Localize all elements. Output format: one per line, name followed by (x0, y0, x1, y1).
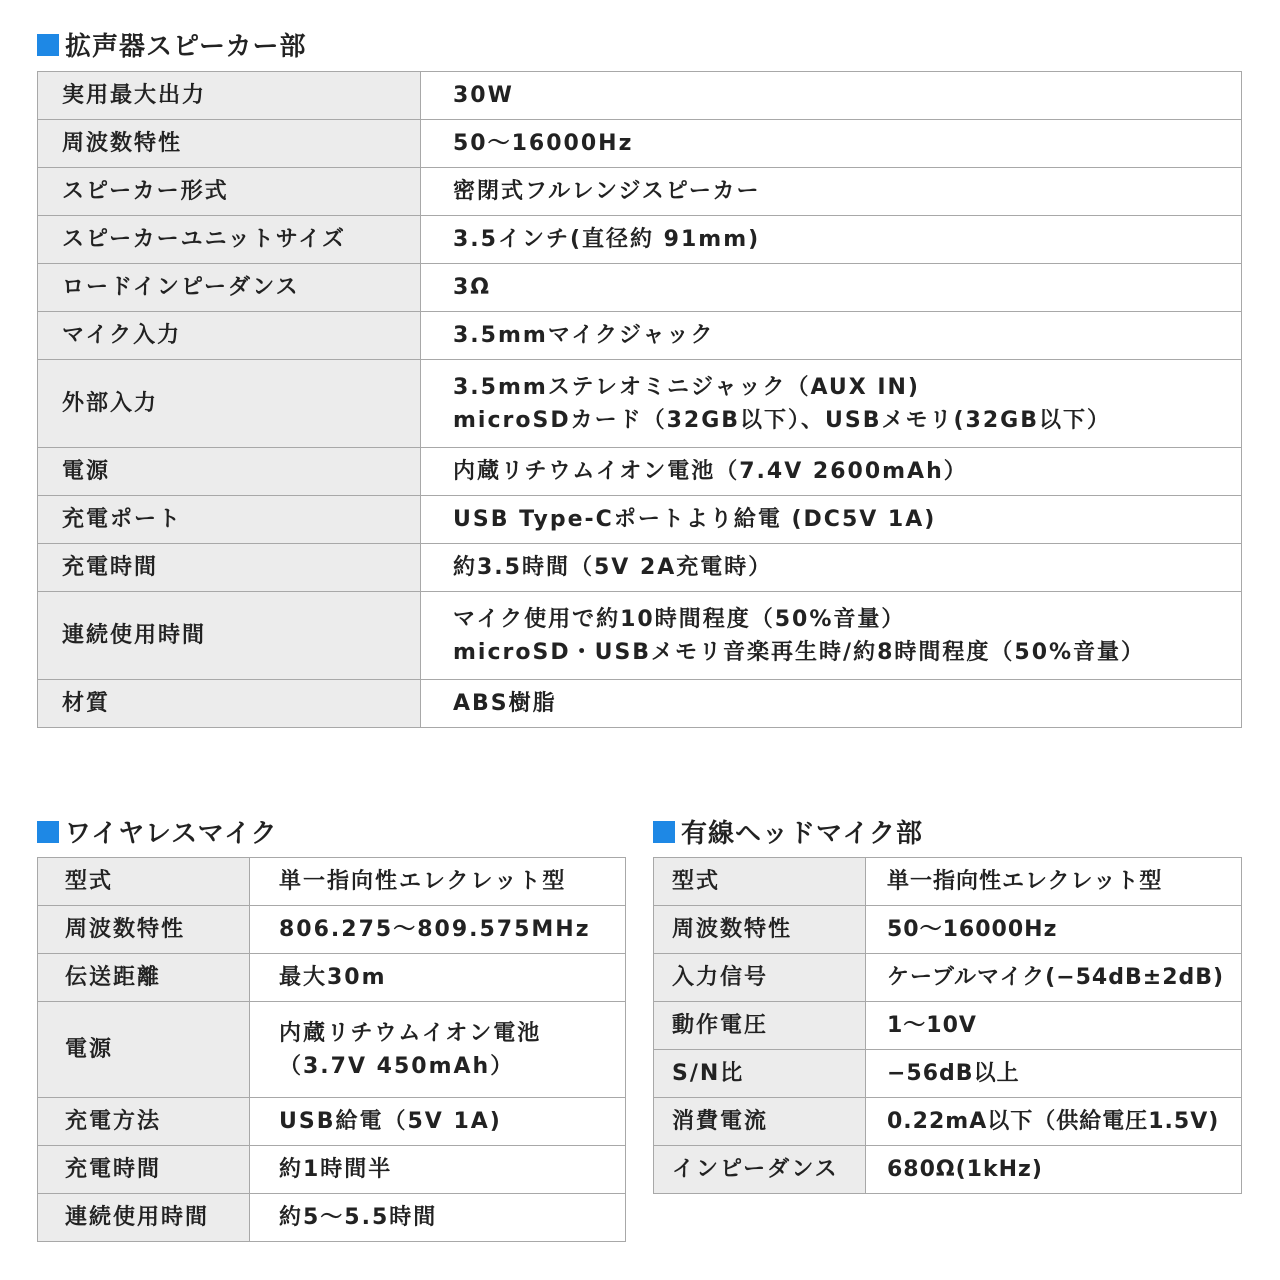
spec-label: 連続使用時間 (38, 592, 421, 680)
speaker-title-text: 拡声器スピーカー部 (65, 32, 307, 62)
table-row (38, 954, 626, 1002)
spec-value: USB給電（5V 1A) (250, 1098, 626, 1146)
wireless-mic-title-text: ワイヤレスマイク (65, 819, 278, 849)
table-row (654, 1050, 1242, 1098)
table-row (654, 1002, 1242, 1050)
spec-label: 伝送距離 (38, 954, 250, 1002)
spec-value: 最大30m (250, 954, 626, 1002)
spec-label: 電源 (38, 448, 421, 496)
spec-label: 周波数特性 (38, 906, 250, 954)
spec-value: マイク使用で約10時間程度（50%音量） microSD・USBメモリ音楽再生時/約8時間程度（50%音量） (421, 592, 1242, 680)
spec-label: 材質 (38, 680, 421, 728)
table-row (38, 1098, 626, 1146)
table-row (38, 264, 1242, 312)
blue-square-icon (37, 821, 59, 843)
blue-square-icon (37, 34, 59, 56)
spec-label: 入力信号 (654, 954, 866, 1002)
table-row (38, 312, 1242, 360)
spec-value: 3.5インチ(直径約 91mm) (421, 216, 1242, 264)
spec-value: 50〜16000Hz (421, 120, 1242, 168)
wireless-mic-section-title (37, 813, 278, 850)
speaker-section-title (37, 26, 306, 63)
spec-label: 周波数特性 (654, 906, 866, 954)
spec-label: 充電方法 (38, 1098, 250, 1146)
table-row (38, 680, 1242, 728)
spec-label: スピーカー形式 (38, 168, 421, 216)
spec-label: スピーカーユニットサイズ (38, 216, 421, 264)
speaker-spec-table (37, 71, 1242, 728)
spec-value: ケーブルマイク(−54dB±2dB) (866, 954, 1242, 1002)
table-row (654, 858, 1242, 906)
spec-label: ロードインピーダンス (38, 264, 421, 312)
table-row (38, 1002, 626, 1098)
spec-value: 50〜16000Hz (866, 906, 1242, 954)
table-row (38, 592, 1242, 680)
spec-label: 実用最大出力 (38, 72, 421, 120)
spec-value: 単一指向性エレクレット型 (866, 858, 1242, 906)
spec-label: マイク入力 (38, 312, 421, 360)
spec-value: 密閉式フルレンジスピーカー (421, 168, 1242, 216)
table-row (38, 496, 1242, 544)
spec-value: ABS樹脂 (421, 680, 1242, 728)
spec-value: 30W (421, 72, 1242, 120)
blue-square-icon (653, 821, 675, 843)
wired-headset-title-text: 有線ヘッドマイク部 (681, 819, 923, 849)
spec-value: −56dB以上 (866, 1050, 1242, 1098)
spec-value: 約5〜5.5時間 (250, 1194, 626, 1242)
spec-value: 1〜10V (866, 1002, 1242, 1050)
spec-value: 内蔵リチウムイオン電池（7.4V 2600mAh） (421, 448, 1242, 496)
table-row (38, 906, 626, 954)
spec-label: S/N比 (654, 1050, 866, 1098)
spec-label: インピーダンス (654, 1146, 866, 1194)
table-row (38, 858, 626, 906)
table-row (38, 448, 1242, 496)
spec-value: 3.5mmマイクジャック (421, 312, 1242, 360)
table-row (38, 72, 1242, 120)
spec-label: 型式 (654, 858, 866, 906)
spec-label: 連続使用時間 (38, 1194, 250, 1242)
spec-value: 単一指向性エレクレット型 (250, 858, 626, 906)
wired-headset-section-title (653, 813, 923, 850)
spec-value: 3.5mmステレオミニジャック（AUX IN) microSDカード（32GB以下）、USBメモリ(32GB以下） (421, 360, 1242, 448)
wireless-mic-spec-table (37, 857, 626, 1242)
spec-value: 806.275〜809.575MHz (250, 906, 626, 954)
table-row (38, 1194, 626, 1242)
table-row (38, 544, 1242, 592)
spec-value: 680Ω(1kHz) (866, 1146, 1242, 1194)
spec-label: 型式 (38, 858, 250, 906)
table-row (38, 360, 1242, 448)
table-row (654, 906, 1242, 954)
spec-label: 外部入力 (38, 360, 421, 448)
spec-value: 約1時間半 (250, 1146, 626, 1194)
table-row (38, 168, 1242, 216)
table-row (654, 954, 1242, 1002)
spec-label: 充電時間 (38, 1146, 250, 1194)
spec-value: USB Type-Cポートより給電 (DC5V 1A) (421, 496, 1242, 544)
wired-headset-spec-table (653, 857, 1242, 1194)
spec-value: 0.22mA以下（供給電圧1.5V) (866, 1098, 1242, 1146)
table-row (38, 216, 1242, 264)
spec-value: 3Ω (421, 264, 1242, 312)
table-row (38, 120, 1242, 168)
spec-label: 周波数特性 (38, 120, 421, 168)
spec-label: 消費電流 (654, 1098, 866, 1146)
spec-label: 充電時間 (38, 544, 421, 592)
spec-value: 内蔵リチウムイオン電池 （3.7V 450mAh） (250, 1002, 626, 1098)
spec-label: 電源 (38, 1002, 250, 1098)
spec-value: 約3.5時間（5V 2A充電時） (421, 544, 1242, 592)
table-row (38, 1146, 626, 1194)
spec-label: 動作電圧 (654, 1002, 866, 1050)
spec-label: 充電ポート (38, 496, 421, 544)
table-row (654, 1098, 1242, 1146)
table-row (654, 1146, 1242, 1194)
